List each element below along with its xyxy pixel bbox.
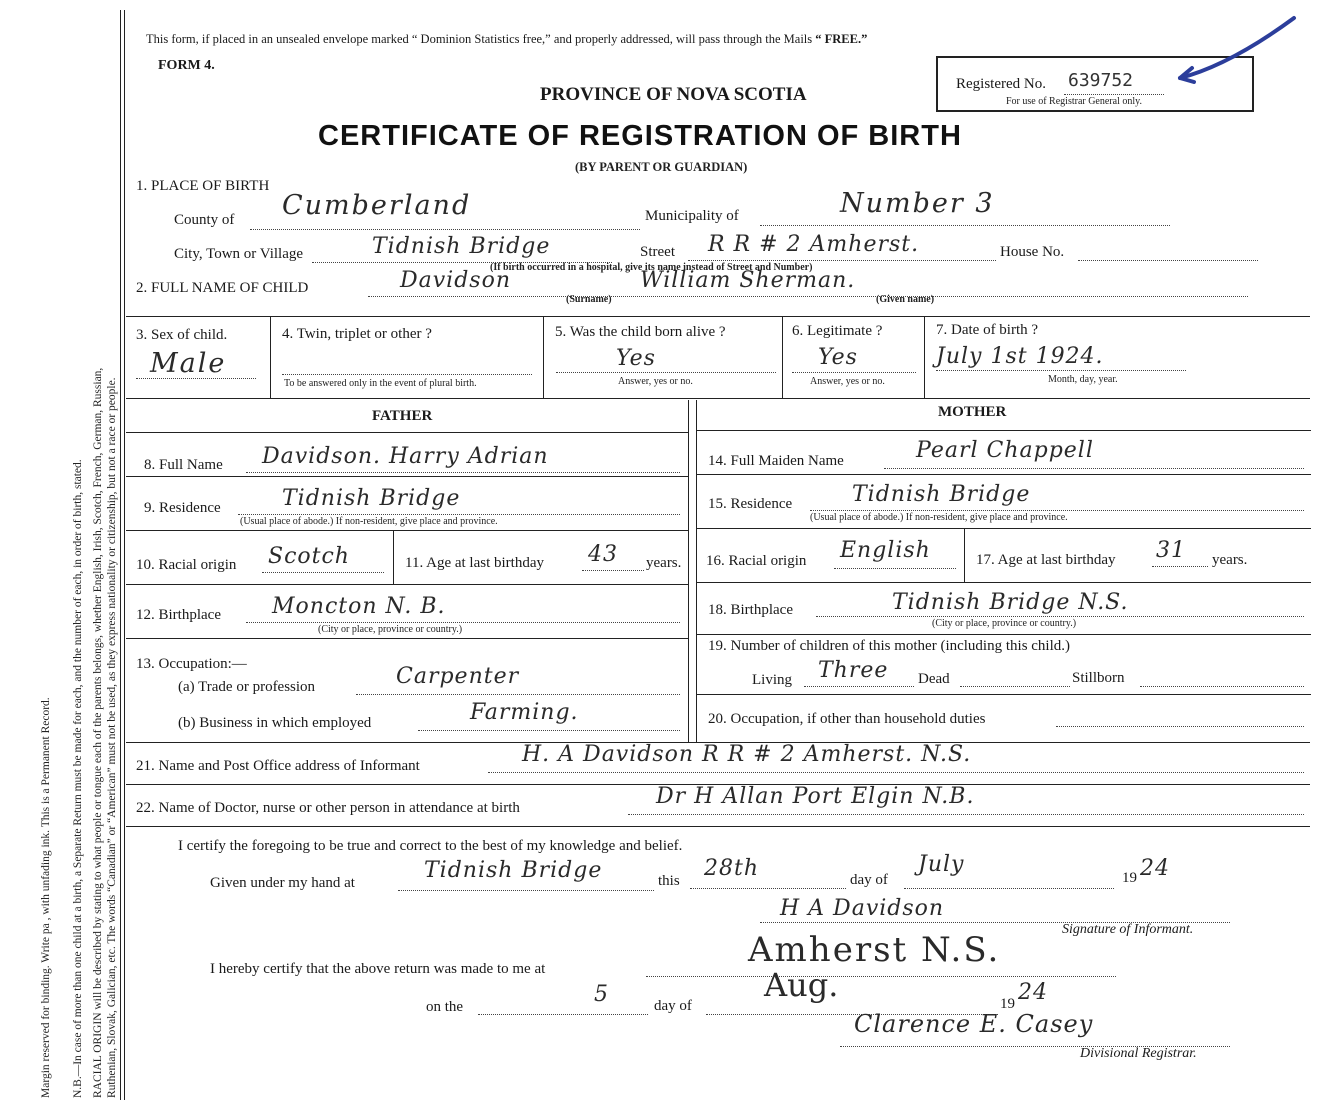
divider-6 [924,316,925,398]
given-place-line [398,890,654,891]
mother-occupation-label: 20. Occupation, if other than household duties [708,711,986,727]
father-age-value: 43 [588,542,618,567]
page-subtitle: (BY PARENT OR GUARDIAN) [575,160,748,174]
this-label: this [658,873,680,889]
father-business-value: Farming. [470,700,579,725]
alive-label: 5. Was the child born alive ? [555,324,726,340]
child-name-label: 2. FULL NAME OF CHILD [136,280,309,296]
county-label: County of [174,212,235,228]
father-heading-rule [126,432,688,433]
municipality-line [760,225,1170,226]
year-suffix: 24 [1140,856,1170,881]
registrar-year-suffix: 24 [1018,980,1048,1005]
row-details-bottom [126,398,1310,399]
mother-residence-label: 15. Residence [708,496,793,512]
form-number: FORM 4. [158,58,215,73]
check-mark-icon [1170,10,1300,90]
divider-4 [543,316,544,398]
registered-number: 639752 [1068,70,1134,91]
dead-line [960,686,1070,687]
registered-label: Registered No. [956,76,1046,92]
row-8-rule [126,476,688,477]
mother-years-label: years. [1212,552,1248,568]
given-place-value: Tidnish Bridge [424,858,603,883]
father-column-right [688,400,689,742]
father-age-label: 11. Age at last birthday [405,555,544,571]
margin-rule-left [120,10,121,1100]
father-residence-line [238,514,680,515]
living-value: Three [818,658,889,683]
province-title: PROVINCE OF NOVA SCOTIA [540,84,807,105]
dead-label: Dead [918,671,950,687]
father-racial-label: 10. Racial origin [136,557,237,573]
alive-line [556,372,776,373]
child-surname: Davidson [400,268,512,293]
city-label: City, Town or Village [174,246,304,262]
mother-racial-label: 16. Racial origin [706,553,807,569]
margin-rule-right [124,10,125,1100]
mail-notice [146,32,867,47]
twin-line [282,374,532,375]
registrar-month-value: Aug. [764,966,839,1004]
father-birthplace-line [246,622,680,623]
margin-binding-note: Margin reserved for binding. Write pa , with unfading ink. This is a Permanent Record. [40,697,52,1098]
mother-name-value: Pearl Chappell [916,438,1094,463]
registrar-day-line [478,1014,648,1015]
row-15-rule [697,528,1311,529]
stillborn-line [1140,686,1304,687]
hospital-note: (If birth occurred in a hospital, give its name instead of Street and Number) [490,262,813,273]
father-business-label: (b) Business in which employed [178,715,372,731]
twin-label: 4. Twin, triplet or other ? [282,326,432,342]
divider-3 [270,316,271,398]
father-residence-value: Tidnish Bridge [282,486,461,511]
day-line [690,888,846,889]
father-racial-divider [393,530,394,584]
row-9-rule [126,530,688,531]
registrar-year-prefix: 19 [1000,996,1015,1012]
father-years-label: years. [646,555,682,571]
father-birthplace-caption: (City or place, province or country.) [318,624,463,635]
row-10-rule [126,584,688,585]
child-name-line [368,296,1248,297]
row-19-rule [697,694,1311,695]
day-of-label: day of [850,872,888,888]
father-racial-line [262,572,384,573]
dob-label: 7. Date of birth ? [936,322,1039,338]
father-heading: FATHER [372,408,433,424]
street-label: Street [640,244,675,260]
row-12-rule [126,638,688,639]
father-business-line [418,730,680,731]
mother-age-line [1152,566,1208,567]
year-prefix: 19 [1122,870,1137,886]
mother-birthplace-value: Tidnish Bridge N.S. [892,590,1129,615]
father-name-label: 8. Full Name [144,457,223,473]
mother-racial-divider [964,528,965,582]
informant-signature: H A Davidson [780,896,945,921]
mother-age-label: 17. Age at last birthday [976,552,1116,568]
father-name-value: Davidson. Harry Adrian [262,444,549,469]
city-value: Tidnish Bridge [372,234,551,259]
municipality-value: Number 3 [840,188,995,219]
row-16-rule [697,582,1311,583]
margin-racial-origin-note-2: Ruthenian, Slovak, Galician, etc. The words “Canadian” or “American” must not be used, as they express nationality or citizenship, but not a race or people. [106,377,118,1098]
father-residence-label: 9. Residence [144,500,221,516]
row-22-rule [126,826,1310,827]
signature-caption: Signature of Informant. [1062,922,1194,937]
mother-children-label: 19. Number of children of this mother (including this child.) [708,638,1071,654]
mother-column-left [696,400,697,742]
living-line [804,686,914,687]
surname-caption: (Surname) [566,294,612,305]
on-the-label: on the [426,999,464,1015]
registrar-statement: I hereby certify that the above return was made to me at [210,961,546,977]
municipality-label: Municipality of [645,208,739,224]
margin-racial-origin-note: RACIAL ORIGIN will be described by stating to what people or tongue each of the parents belongs, whether English, Irish, Scotch, French, German, Russian, [92,367,104,1098]
divider-5 [782,316,783,398]
mother-name-line [884,468,1304,469]
alive-caption: Answer, yes or no. [618,376,693,387]
legit-line [792,372,916,373]
mother-residence-line [810,510,1304,511]
father-trade-line [356,694,680,695]
registrar-caption: Divisional Registrar. [1080,1046,1197,1061]
father-age-line [582,570,644,571]
mother-birthplace-line [816,616,1304,617]
mother-heading: MOTHER [938,404,1007,420]
registrar-place-line [646,976,1116,977]
county-line [250,229,640,230]
registrar-signature: Clarence E. Casey [854,1010,1094,1038]
margin-nb-note: N.B.—In case of more than one child at a birth, a Separate Return must be made for each, and the number of each, in order of birth, stated. [72,459,84,1098]
month-value: July [918,852,965,877]
informant-value: H. A Davidson R R # 2 Amherst. N.S. [522,742,972,767]
registrar-note: For use of Registrar General only. [1006,96,1142,107]
sex-value: Male [150,348,227,379]
living-label: Living [752,672,792,688]
street-value: R R # 2 Amherst. [708,232,920,257]
mother-racial-line [834,568,956,569]
mother-birthplace-caption: (City or place, province or country.) [932,618,1077,629]
informant-line [488,772,1304,773]
mail-free-text: “ FREE.” [815,32,868,46]
house-line [1078,260,1258,261]
mail-notice-text: This form, if placed in an unsealed envelope marked “ Dominion Statistics free,” and properly addressed, will pass through the Mails [146,32,813,46]
month-line [904,888,1114,889]
registrar-day-value: 5 [594,982,609,1007]
dob-line [936,370,1186,371]
alive-value: Yes [616,346,656,371]
registered-underline [1064,94,1164,95]
father-trade-label: (a) Trade or profession [178,679,316,695]
mother-age-value: 31 [1156,538,1186,563]
twin-note: To be answered only in the event of plural birth. [284,378,477,389]
page-title: CERTIFICATE OF REGISTRATION OF BIRTH [318,120,962,152]
registrar-day-of-label: day of [654,998,692,1014]
doctor-value: Dr H Allan Port Elgin N.B. [656,784,975,809]
father-trade-value: Carpenter [396,664,520,689]
father-occupation-label: 13. Occupation:— [136,656,247,672]
day-value: 28th [704,856,760,881]
father-birthplace-value: Moncton N. B. [272,594,446,619]
registrar-place-value: Amherst N.S. [748,930,1001,970]
county-value: Cumberland [282,190,472,221]
row-18-rule [697,634,1311,635]
dob-value: July 1st 1924. [936,344,1104,369]
dob-caption: Month, day, year. [1048,374,1118,385]
mother-residence-value: Tidnish Bridge [852,482,1031,507]
row-details-top [126,316,1310,317]
father-name-line [246,472,680,473]
doctor-line [628,814,1304,815]
doctor-label: 22. Name of Doctor, nurse or other person in attendance at birth [136,800,520,816]
informant-label: 21. Name and Post Office address of Informant [136,758,420,774]
mother-occupation-line [1056,726,1304,727]
place-of-birth-label: 1. PLACE OF BIRTH [136,178,270,194]
stillborn-label: Stillborn [1072,670,1125,686]
certify-statement: I certify the foregoing to be true and correct to the best of my knowledge and belief. [178,838,683,854]
mother-name-label: 14. Full Maiden Name [708,453,844,469]
given-label: Given under my hand at [210,875,355,891]
sex-label: 3. Sex of child. [136,327,228,343]
given-caption: (Given name) [876,294,935,305]
mother-racial-value: English [840,538,931,563]
father-racial-value: Scotch [268,544,350,569]
house-label: House No. [1000,244,1065,260]
father-birthplace-label: 12. Birthplace [136,607,221,623]
sex-line [136,378,256,379]
mother-residence-caption: (Usual place of abode.) If non-resident, give place and province. [810,512,1068,523]
mother-birthplace-label: 18. Birthplace [708,602,793,618]
legit-caption: Answer, yes or no. [810,376,885,387]
mother-heading-rule [697,430,1311,431]
child-given-name: William Sherman. [640,268,856,293]
father-residence-caption: (Usual place of abode.) If non-resident, give place and province. [240,516,498,527]
street-line [688,260,996,261]
legit-value: Yes [818,345,858,370]
row-14-rule [697,474,1311,475]
legit-label: 6. Legitimate ? [792,323,883,339]
